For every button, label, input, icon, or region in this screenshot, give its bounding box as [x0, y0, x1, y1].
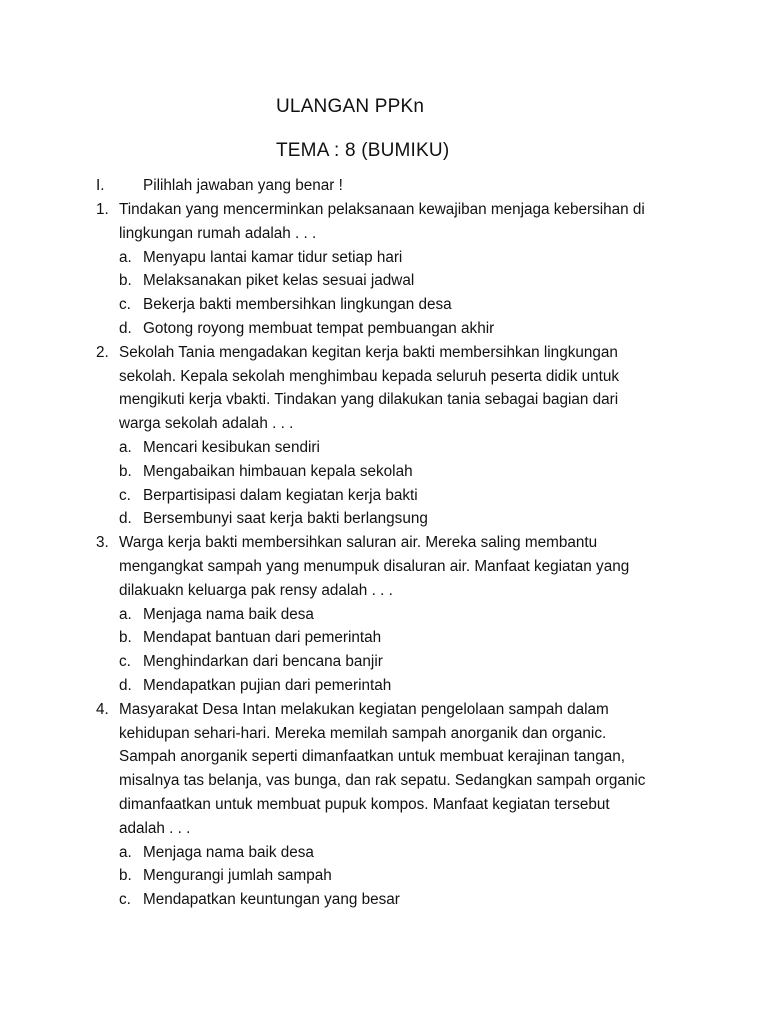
question-text-line: Tindakan yang mencerminkan pelaksanaan kewajiban menjaga kebersihan di	[119, 201, 645, 218]
section-number: I.	[96, 177, 105, 194]
option-text: Menyapu lantai kamar tidur setiap hari	[143, 248, 403, 266]
question-text-line: Sampah anorganik seperti dimanfaatkan untuk membuat kerajinan tangan,	[119, 748, 625, 766]
option-text: Mengabaikan himbauan kepala sekolah	[143, 462, 413, 480]
option-letter: b.	[119, 867, 132, 885]
question-text-line: dimanfaatkan untuk membuat pupuk kompos. Manfaat kegiatan tersebut	[119, 796, 610, 813]
question-number: 2.	[96, 343, 109, 361]
question-text-line: sekolah. Kepala sekolah menghimbau kepada seluruh peserta didik untuk	[119, 367, 620, 385]
option-text: Bekerja bakti membersihkan lingkungan desa	[143, 296, 452, 314]
question-text-line: mengangkat sampah yang menumpuk disaluran air. Manfaat kegiatan yang	[119, 558, 630, 575]
option-letter: a.	[119, 605, 132, 623]
option-text: Menjaga nama baik desa	[143, 843, 314, 861]
question-text-line: Sekolah Tania mengadakan kegitan kerja bakti membersihkan lingkungan	[119, 343, 618, 361]
option-letter: c.	[119, 296, 131, 314]
option-text: Mendapatkan keuntungan yang besar	[143, 891, 400, 909]
option-letter: d.	[119, 320, 132, 337]
question-text-line: warga sekolah adalah . . .	[119, 415, 294, 433]
option-text: Melaksanakan piket kelas sesuai jadwal	[143, 272, 415, 290]
question-text-line: mengikuti kerja vbakti. Tindakan yang dilakukan tania sebagai bagian dari	[119, 391, 619, 409]
question-text-line: Warga kerja bakti membersihkan saluran air. Mereka saling membantu	[119, 534, 598, 552]
section-instruction: Pilihlah jawaban yang benar !	[143, 177, 343, 194]
option-text: Mendapatkan pujian dari pemerintah	[143, 677, 392, 694]
option-letter: c.	[119, 653, 131, 671]
question-text-line: Masyarakat Desa Intan melakukan kegiatan pengelolaan sampah dalam	[119, 700, 609, 718]
question-number: 4.	[96, 700, 109, 718]
option-letter: a.	[119, 439, 132, 456]
question-number: 3.	[96, 534, 109, 552]
page-subtitle: TEMA : 8 (BUMIKU)	[276, 140, 450, 161]
option-letter: b.	[119, 462, 132, 480]
option-text: Mencari kesibukan sendiri	[143, 439, 320, 456]
option-letter: a.	[119, 843, 132, 861]
question-text-line: lingkungan rumah adalah . . .	[119, 224, 317, 242]
option-text: Menghindarkan dari bencana banjir	[143, 653, 383, 671]
option-text: Menjaga nama baik desa	[143, 605, 314, 623]
page-title: ULANGAN PPKn	[276, 96, 425, 117]
option-text: Berpartisipasi dalam kegiatan kerja bakti	[143, 486, 418, 504]
question-text-line: kehidupan sehari-hari. Mereka memilah sampah anorganik dan organic.	[119, 724, 607, 742]
option-letter: d.	[119, 510, 132, 528]
option-text: Bersembunyi saat kerja bakti berlangsung	[143, 510, 428, 528]
option-letter: b.	[119, 272, 132, 290]
option-letter: b.	[119, 629, 132, 647]
option-letter: a.	[119, 248, 132, 266]
question-text-line: adalah . . .	[119, 819, 191, 837]
option-letter: c.	[119, 486, 131, 504]
question-number: 1.	[96, 201, 109, 218]
question-text-line: misalnya tas belanja, vas bunga, dan rak sepatu. Sedangkan sampah organic	[119, 772, 646, 790]
option-text: Gotong royong membuat tempat pembuangan akhir	[143, 320, 495, 337]
option-text: Mengurangi jumlah sampah	[143, 867, 332, 885]
option-letter: d.	[119, 677, 132, 694]
option-letter: c.	[119, 891, 131, 909]
option-text: Mendapat bantuan dari pemerintah	[143, 629, 382, 647]
question-text-line: dilakuakn keluarga pak rensy adalah . . .	[119, 581, 393, 599]
